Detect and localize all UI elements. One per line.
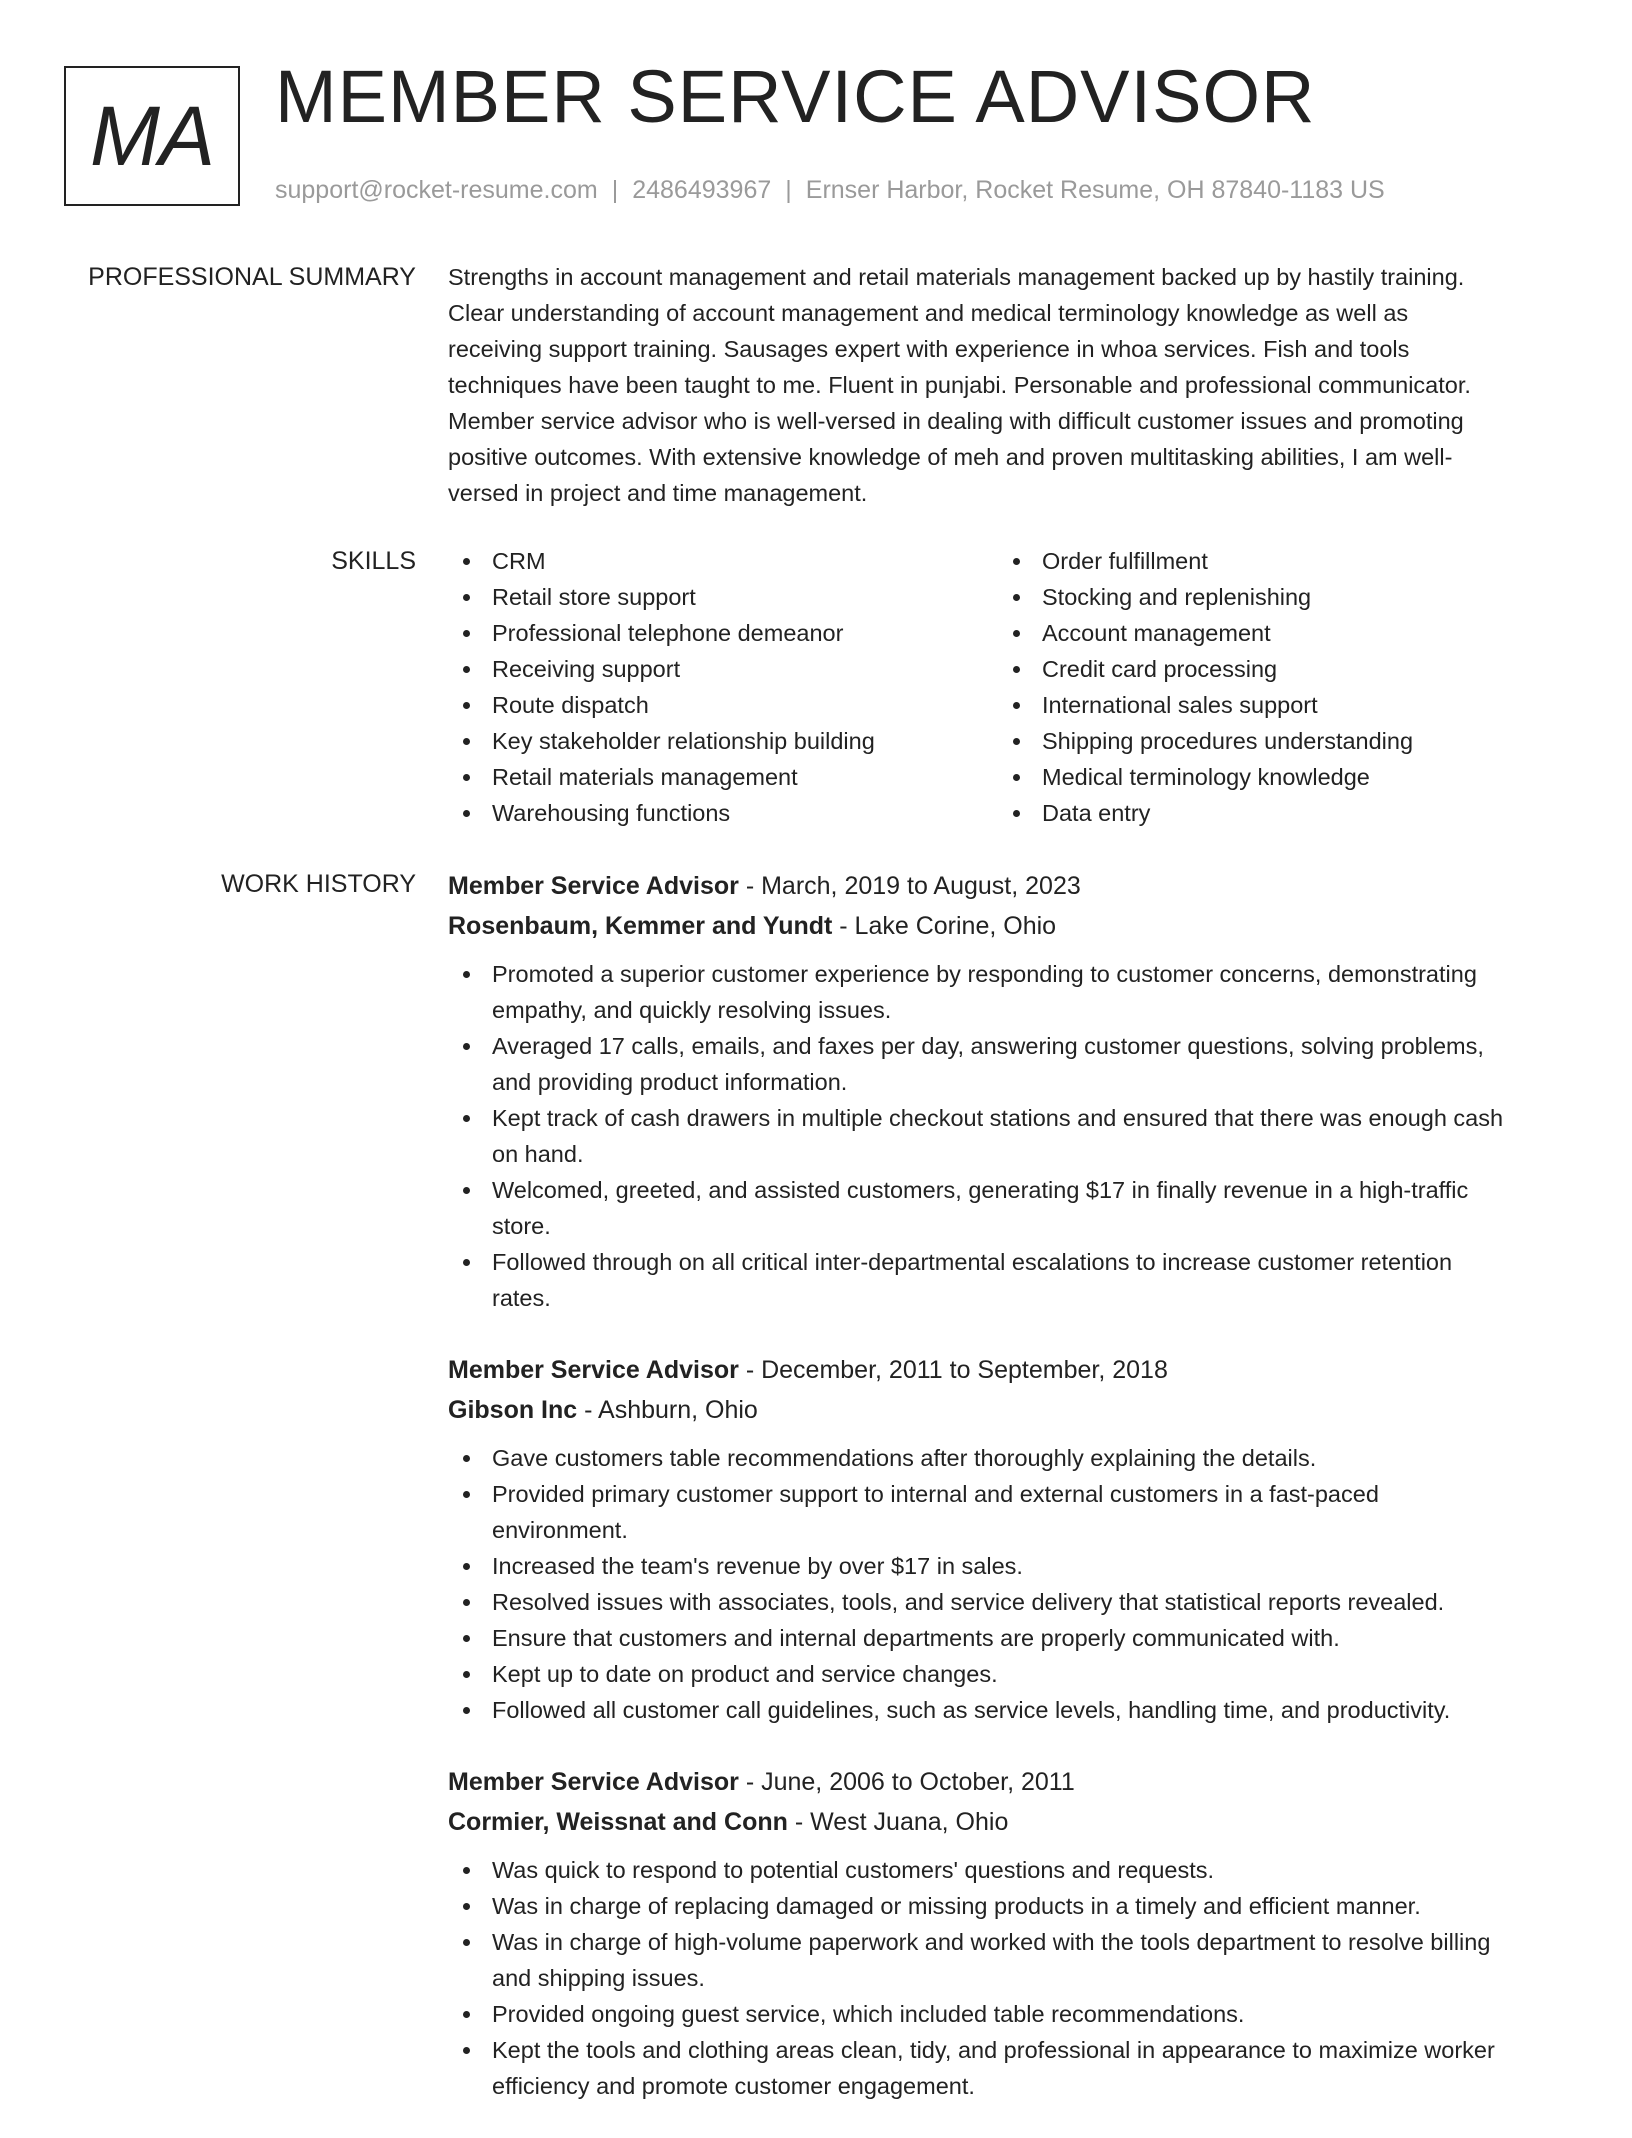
skill-item: Account management	[998, 615, 1548, 651]
job-title-line	[448, 1350, 1568, 1390]
duty-list	[448, 1440, 1568, 1728]
contact-info	[275, 176, 1385, 205]
duty-item	[448, 1656, 1568, 1692]
duty-line: efficiency and promote customer engagement.	[492, 2073, 975, 2099]
skills-list-left	[448, 543, 998, 831]
summary-line: positive outcomes. With extensive knowledge of meh and proven multitasking abilities, I am well-	[448, 444, 1453, 470]
skills-list-right	[998, 543, 1548, 831]
duty-line: and shipping issues.	[492, 1965, 705, 1991]
skill-item: Professional telephone demeanor	[448, 615, 998, 651]
summary-line: Strengths in account management and retail materials management backed up by hastily training.	[448, 264, 1465, 290]
job-company-line	[448, 1390, 1568, 1430]
duty-line: empathy, and quickly resolving issues.	[492, 997, 892, 1023]
skill-item: Receiving support	[448, 651, 998, 687]
duty-line: Followed all customer call guidelines, such as service levels, handling time, and productivity.	[492, 1697, 1451, 1723]
skill-item: Key stakeholder relationship building	[448, 723, 998, 759]
duty-line: Was in charge of replacing damaged or missing products in a timely and efficient manner.	[492, 1893, 1421, 1919]
skill-item: Route dispatch	[448, 687, 998, 723]
duty-line: and providing product information.	[492, 1069, 848, 1095]
job-location: - Ashburn, Ohio	[577, 1396, 758, 1424]
duty-item	[448, 1100, 1568, 1172]
duty-list	[448, 1852, 1568, 2104]
job-role: Member Service Advisor	[448, 872, 739, 900]
job-dates: - March, 2019 to August, 2023	[738, 872, 1081, 900]
page-title: MEMBER SERVICE ADVISOR	[275, 55, 1316, 138]
skill-item: Shipping procedures understanding	[998, 723, 1548, 759]
duty-line: Averaged 17 calls, emails, and faxes per day, answering customer questions, solving problems,	[492, 1033, 1484, 1059]
job-role: Member Service Advisor	[448, 1356, 739, 1384]
job-company: Gibson Inc	[448, 1396, 578, 1424]
duty-item	[448, 1924, 1568, 1996]
job-company: Rosenbaum, Kemmer and Yundt	[448, 912, 833, 940]
duty-item	[448, 1440, 1568, 1476]
skill-item: International sales support	[998, 687, 1548, 723]
work-history-body	[448, 866, 1568, 2138]
skill-item: Retail store support	[448, 579, 998, 615]
duty-line: Ensure that customers and internal departments are properly communicated with.	[492, 1625, 1340, 1651]
skills-body	[448, 543, 1568, 831]
job-company: Cormier, Weissnat and Conn	[448, 1808, 788, 1836]
duty-item	[448, 1584, 1568, 1620]
job-dates: - December, 2011 to September, 2018	[738, 1356, 1168, 1384]
duty-item	[448, 1244, 1568, 1316]
duty-item	[448, 1692, 1568, 1728]
duty-line: on hand.	[492, 1141, 584, 1167]
skill-item: Medical terminology knowledge	[998, 759, 1548, 795]
duty-line: environment.	[492, 1517, 628, 1543]
skill-item: Order fulfillment	[998, 543, 1548, 579]
contact-phone: 2486493967	[632, 176, 772, 204]
skill-item: Stocking and replenishing	[998, 579, 1548, 615]
duty-line: Resolved issues with associates, tools, and service delivery that statistical reports revealed.	[492, 1589, 1445, 1615]
job-location: - West Juana, Ohio	[787, 1808, 1009, 1836]
duty-line: Was quick to respond to potential customers' questions and requests.	[492, 1857, 1215, 1883]
section-title-summary: PROFESSIONAL SUMMARY	[88, 263, 416, 291]
duty-line: store.	[492, 1213, 551, 1239]
job-location: - Lake Corine, Ohio	[832, 912, 1057, 940]
contact-address: Ernser Harbor, Rocket Resume, OH 87840-1183 US	[805, 176, 1385, 204]
monogram-logo: MA	[64, 66, 240, 206]
duty-line: Was in charge of high-volume paperwork and worked with the tools department to resolve billing	[492, 1929, 1491, 1955]
job-company-line	[448, 1802, 1568, 1842]
job-title-line	[448, 866, 1568, 906]
duty-item	[448, 1476, 1568, 1548]
contact-email: support@rocket-resume.com	[275, 176, 598, 204]
duty-item	[448, 1852, 1568, 1888]
duty-line: Increased the team's revenue by over $17 in sales.	[492, 1553, 1023, 1579]
skill-item: Warehousing functions	[448, 795, 998, 831]
duty-item	[448, 1996, 1568, 2032]
section-title-skills: SKILLS	[331, 547, 416, 575]
duty-line: rates.	[492, 1285, 551, 1311]
duty-item	[448, 1548, 1568, 1584]
duty-line: Kept up to date on product and service changes.	[492, 1661, 998, 1687]
duty-line: Provided primary customer support to internal and external customers in a fast-paced	[492, 1481, 1379, 1507]
duty-line: Promoted a superior customer experience by responding to customer concerns, demonstrating	[492, 961, 1477, 987]
duty-line: Kept track of cash drawers in multiple checkout stations and ensured that there was enough cash	[492, 1105, 1504, 1131]
skill-item: Retail materials management	[448, 759, 998, 795]
duty-line: Welcomed, greeted, and assisted customers, generating $17 in finally revenue in a high-traffic	[492, 1177, 1469, 1203]
summary-line: techniques have been taught to me. Fluent in punjabi. Personable and professional communicator.	[448, 372, 1471, 398]
job-title-line	[448, 1762, 1568, 1802]
duty-line: Provided ongoing guest service, which included table recommendations.	[492, 2001, 1245, 2027]
job-entry	[448, 1762, 1568, 2104]
duty-item	[448, 1028, 1568, 1100]
duty-item	[448, 2032, 1568, 2104]
summary-line: versed in project and time management.	[448, 480, 868, 506]
section-title-work-history: WORK HISTORY	[221, 870, 416, 898]
duty-line: Kept the tools and clothing areas clean, tidy, and professional in appearance to maximize worker	[492, 2037, 1495, 2063]
duty-line: Followed through on all critical inter-departmental escalations to increase customer retention	[492, 1249, 1453, 1275]
duty-line: Gave customers table recommendations after thoroughly explaining the details.	[492, 1445, 1317, 1471]
contact-separator: |	[785, 176, 792, 204]
job-company-line	[448, 906, 1568, 946]
job-role: Member Service Advisor	[448, 1768, 739, 1796]
duty-item	[448, 1888, 1568, 1924]
duty-item	[448, 1172, 1568, 1244]
skill-item: CRM	[448, 543, 998, 579]
skill-item: Data entry	[998, 795, 1548, 831]
job-entry	[448, 866, 1568, 1316]
contact-separator: |	[611, 176, 619, 204]
summary-line: receiving support training. Sausages expert with experience in whoa services. Fish and tools	[448, 336, 1410, 362]
skill-item: Credit card processing	[998, 651, 1548, 687]
job-dates: - June, 2006 to October, 2011	[738, 1768, 1075, 1796]
duty-item	[448, 1620, 1568, 1656]
duty-item	[448, 956, 1568, 1028]
summary-line: Member service advisor who is well-versed in dealing with difficult customer issues and promoting	[448, 408, 1464, 434]
duty-list	[448, 956, 1568, 1316]
summary-line: Clear understanding of account management and medical terminology knowledge as well as	[448, 300, 1409, 326]
job-entry	[448, 1350, 1568, 1728]
summary-text	[448, 259, 1568, 511]
